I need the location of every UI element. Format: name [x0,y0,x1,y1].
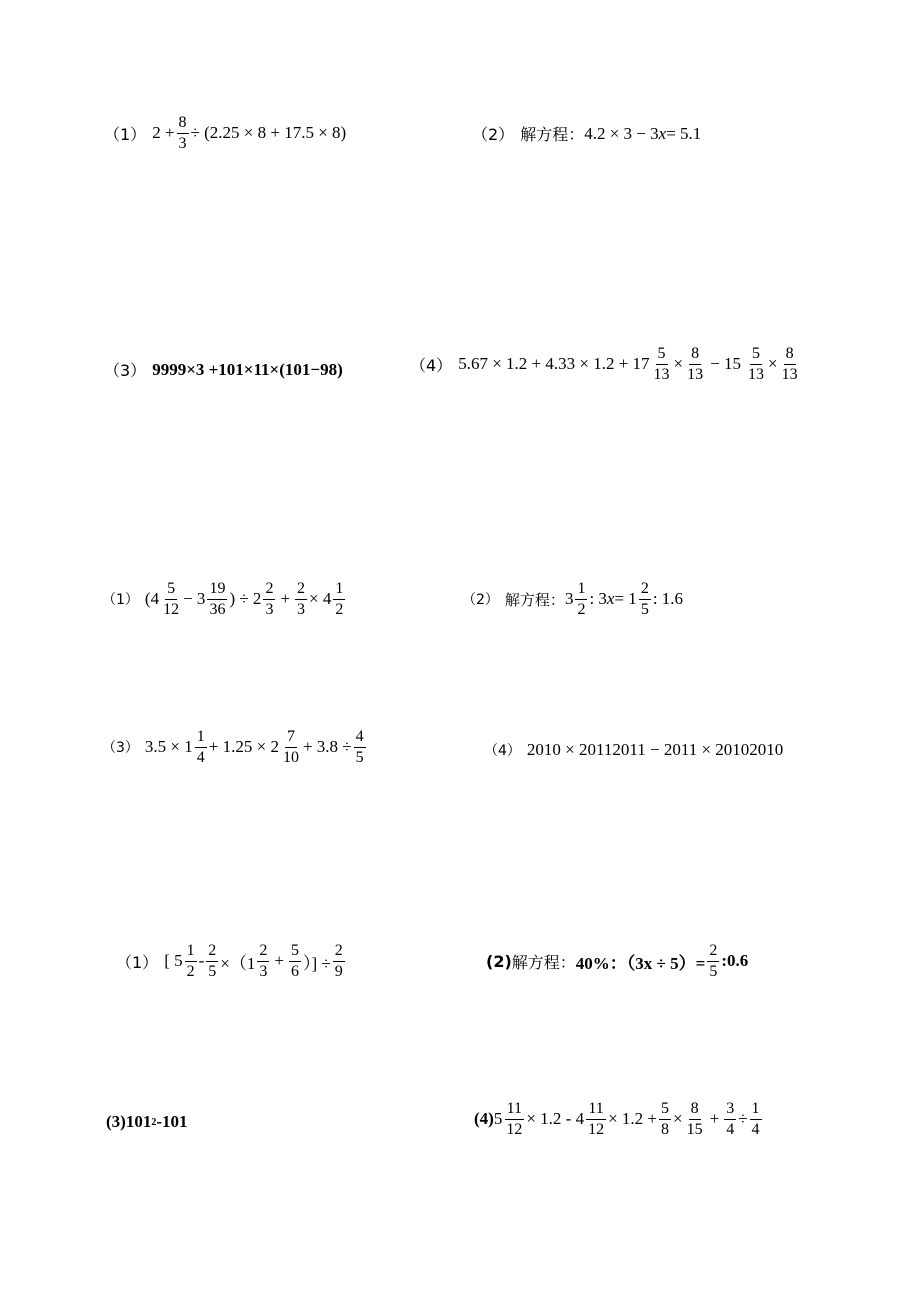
expr-text: × [673,354,684,374]
expr-text: 40%：（3x ÷ 5）= [575,953,706,973]
problem-label: （1） [116,952,159,972]
fraction: $\frac{8}{15}$ [686,1100,703,1138]
expr-text: 9999×3 +101×11×(101−98) [152,359,343,379]
expr-text: 101 [125,1112,152,1131]
problem-label: （4） [484,743,521,759]
exponent: 2 [151,1116,157,1128]
fraction: $\frac{8}{13}$ [781,345,798,383]
fraction: $\frac{2}{3}$ [259,942,268,980]
expr-text: × 1.2 - 4 [526,1109,585,1129]
problem-2-2 [462,580,683,618]
expr-text: + 3.8 ÷ [302,737,352,757]
expr-text: ÷ (2.25 × 8 + 17.5 × 8) [190,123,347,143]
problem-label: （1） [102,592,139,609]
problem-3-4 [474,1100,764,1138]
expr-text: (4 [144,589,160,609]
fraction: $\frac{8}{3}$ [178,114,187,152]
problem-1-3 [104,358,343,381]
expr-text: 2010 × 20112011 − 2011 × 20102010 [526,740,784,759]
fraction: $\frac{2}{3}$ [265,580,274,618]
problem-1-2 [472,122,701,145]
expr-text: × 1.2 + [608,1109,658,1129]
fraction: $\frac{11}{12}$ [506,1100,523,1138]
fraction: $\frac{5}{13}$ [653,345,670,383]
expr-text: - [198,951,205,971]
problem-2-1 [102,580,347,618]
expr-text: ×（1 [220,953,256,973]
fraction: $\frac{2}{5}$ [208,942,217,980]
expr-text: -101 [156,1112,188,1131]
fraction: $\frac{1}{2}$ [577,580,586,618]
problem-3-2 [486,942,748,980]
expr-text: 4.2 × 3 − 3 [584,123,659,143]
expr-text: 5 [493,1109,503,1129]
expr-text: 3 [564,589,574,609]
fraction: $\frac{2}{5}$ [640,580,649,618]
expr-text: 2 + [152,123,175,143]
problem-label: （2） [462,592,499,609]
expr-text: ）] ÷ [302,953,331,973]
fraction: $\frac{11}{12}$ [588,1100,605,1138]
expr-text: : 3 [589,589,607,609]
fraction: $\frac{1}{4}$ [751,1100,760,1138]
expr-text: = 5.1 [666,123,702,143]
expr-text: + [280,589,291,609]
fraction: $\frac{5}{13}$ [747,345,764,383]
fraction: $\frac{5}{6}$ [290,942,299,980]
fraction: $\frac{5}{8}$ [661,1100,670,1138]
problem-2-4 [484,740,783,760]
fraction: $\frac{2}{5}$ [709,942,718,980]
problem-3-3 [106,1112,188,1132]
problem-title: 解方程： [520,125,585,144]
expr-text: : 1.6 [652,589,684,609]
fraction: $\frac{5}{12}$ [163,580,180,618]
fraction: $\frac{1}{2}$ [186,942,195,980]
expr-text: ) ÷ 2 [229,589,262,609]
expr-text: + [709,1109,720,1129]
expr-text: :0.6 [721,951,749,971]
fraction: $\frac{7}{10}$ [282,728,299,766]
fraction: $\frac{8}{13}$ [687,345,704,383]
expr-text: 3.5 × 1 [144,737,193,757]
expr-text: − 3 [183,589,206,609]
expr-text: ÷ [738,1109,748,1129]
expr-text: × [673,1109,683,1129]
fraction: $\frac{3}{4}$ [726,1100,735,1138]
problem-label: （3） [102,740,139,757]
expr-text: − 15 [710,354,741,374]
problem-title: 解方程： [504,590,565,609]
problem-label: （1） [104,124,147,144]
fraction: $\frac{1}{2}$ [335,580,344,618]
problem-label: （2） [472,125,515,144]
problem-label: （3） [104,361,147,380]
fraction: $\frac{2}{9}$ [334,942,343,980]
problem-1-4 [410,345,802,383]
fraction: $\frac{1}{4}$ [196,728,205,766]
expr-text: [ 5 [164,951,183,971]
expr-text: 5.67 × 1.2 + 4.33 × 1.2 + 17 [458,354,650,374]
problem-3-1 [116,942,347,980]
expr-text: + 1.25 × 2 [208,737,279,757]
fraction: $\frac{19}{36}$ [209,580,226,618]
problem-2-3 [102,728,368,766]
fraction: $\frac{2}{3}$ [297,580,306,618]
variable: x [606,589,615,609]
expr-text: × 4 [309,589,332,609]
fraction: $\frac{4}{5}$ [355,728,364,766]
expr-text: × [767,354,778,374]
problem-1-1 [104,114,346,152]
variable: x [658,123,667,143]
expr-text: + [274,951,284,971]
expr-text: = 1 [614,589,637,609]
problem-label: (2) [486,951,512,971]
problem-label: （4） [410,355,453,375]
problem-label: (3) [106,1112,126,1131]
problem-title: 解方程： [511,952,576,972]
problem-label: (4) [474,1109,494,1129]
